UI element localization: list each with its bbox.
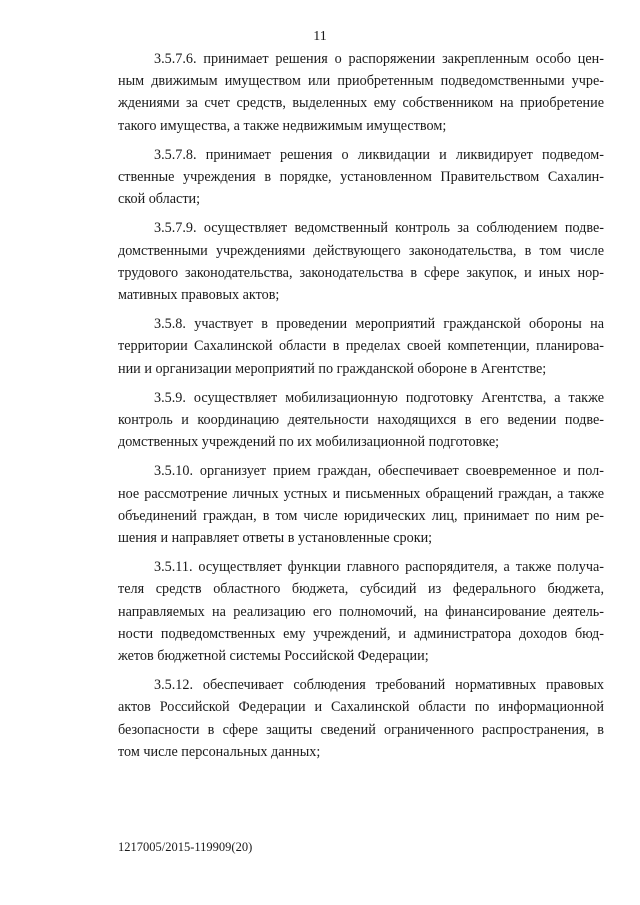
text-line: 3.5.10. организует прием граждан, обеспечивает своевременное и пол- <box>154 463 604 480</box>
text-line: контроль и координацию деятельности находящихся в его ведении подве- <box>118 412 604 429</box>
document-registration-code: 1217005/2015-119909(20) <box>118 840 253 854</box>
text-line: 3.5.7.8. принимает решения о ликвидации и ликвидирует подведом- <box>154 146 604 163</box>
paragraph-3-5-7-6 <box>118 48 604 137</box>
text-line: безопасности в сфере защиты сведений ограниченного распространения, в <box>118 721 604 738</box>
text-line: 3.5.7.6. принимает решения о распоряжении закрепленным особо цен- <box>154 51 604 67</box>
text-line: трудового законодательства, законодательства в сфере закупок, и иных нор- <box>118 264 604 281</box>
text-line: жетов бюджетной системы Российской Федерации; <box>118 648 429 665</box>
paragraph-3-5-7-8 <box>118 144 604 211</box>
document-body <box>118 48 604 770</box>
text-line: направляемых на реализацию его полномочий, на финансирование деятель- <box>118 603 604 620</box>
paragraph-3-5-12 <box>118 674 604 763</box>
paragraph-3-5-8 <box>118 313 604 380</box>
text-line: 3.5.9. осуществляет мобилизационную подготовку Агентства, а также <box>154 389 604 406</box>
text-line: такого имущества, а также недвижимым имуществом; <box>118 117 447 134</box>
text-line: 3.5.11. осуществляет функции главного распорядителя, а также получа- <box>154 559 604 576</box>
text-line: 3.5.12. обеспечивает соблюдения требований нормативных правовых <box>154 677 604 694</box>
text-line: ждениями за счет средств, выделенных ему собственником на приобретение <box>118 95 604 112</box>
text-line: том числе персональных данных; <box>118 743 321 760</box>
text-line: 3.5.7.9. осуществляет ведомственный контроль за соблюдением подве- <box>154 220 604 237</box>
paragraph-3-5-11 <box>118 556 604 667</box>
text-line: актов Российской Федерации и Сахалинской области по информационной <box>118 699 604 716</box>
text-line: ным движимым имуществом или приобретенным подведомственными учре- <box>118 73 604 90</box>
text-line: ное рассмотрение личных устных и письменных обращений граждан, а также <box>118 485 604 502</box>
text-line: шения и направляет ответы в установленные сроки; <box>118 530 433 547</box>
text-line: ской области; <box>118 191 201 208</box>
text-line: ности подведомственных ему учреждений, и администратора доходов бюд- <box>118 625 604 642</box>
page-number: 11 <box>313 29 327 44</box>
text-line: ственные учреждения в порядке, установленном Правительством Сахалин- <box>118 169 604 186</box>
text-line: домственными учреждениями действующего законодательства, в том числе <box>118 242 604 259</box>
paragraph-3-5-10 <box>118 460 604 549</box>
text-line: объединений граждан, в том числе юридических лиц, принимает по ним ре- <box>118 507 604 524</box>
text-line: территории Сахалинской области в пределах своей компетенции, планирова- <box>118 338 604 355</box>
text-line: домственных учреждений по их мобилизационной подготовке; <box>118 434 500 451</box>
paragraph-3-5-7-9 <box>118 217 604 306</box>
paragraph-3-5-9 <box>118 387 604 454</box>
text-line: теля средств областного бюджета, субсидий из федерального бюджета, <box>118 581 604 598</box>
text-line: нии и организации мероприятий по гражданской обороне в Агентстве; <box>118 360 547 377</box>
text-line: мативных правовых актов; <box>118 287 280 304</box>
text-line: 3.5.8. участвует в проведении мероприятий гражданской обороны на <box>154 316 604 333</box>
